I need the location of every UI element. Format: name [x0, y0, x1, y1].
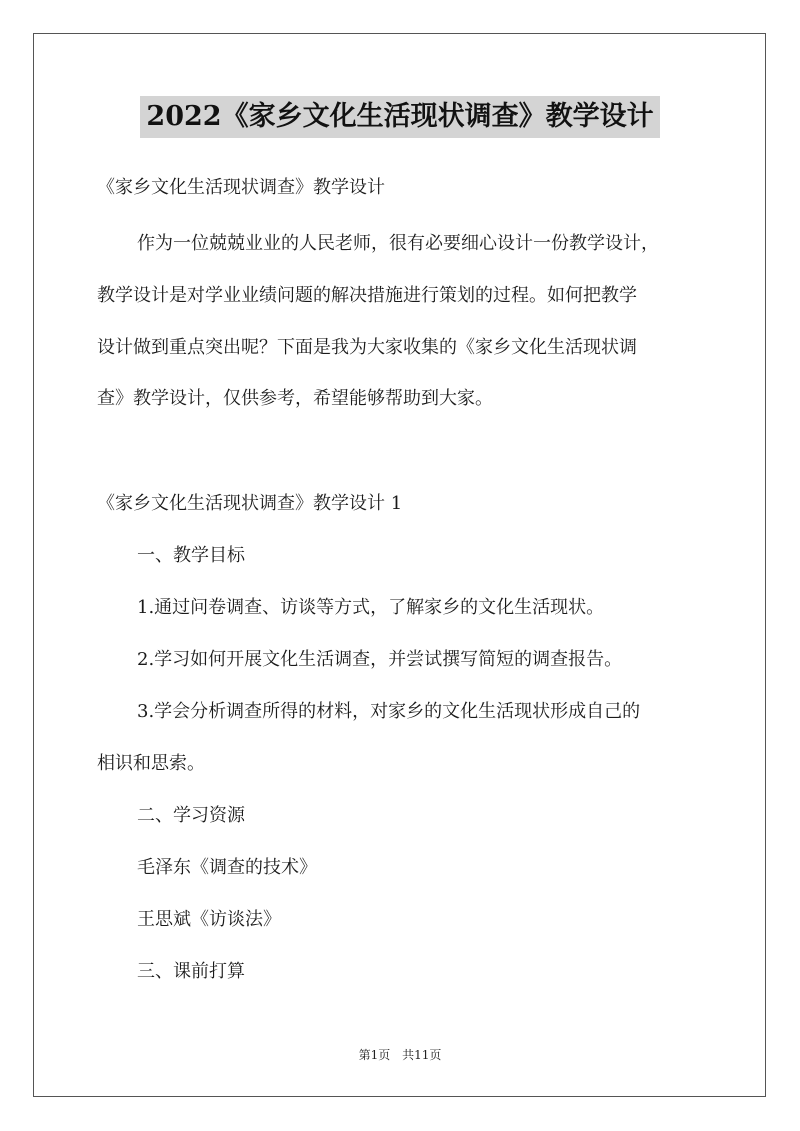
heading-pre-class-plan: 三、课前打算 — [137, 961, 245, 982]
heading-teaching-goals: 一、教学目标 — [137, 545, 245, 566]
resource-item-1: 毛泽东《调查的技术》 — [137, 857, 317, 878]
section-title: 《家乡文化生活现状调查》教学设计 1 — [97, 493, 403, 514]
resource-item-2: 王思斌《访谈法》 — [137, 909, 281, 930]
page-total: 共11页 — [402, 1048, 442, 1062]
intro-line-3: 设计做到重点突出呢？下面是我为大家收集的《家乡文化生活现状调 — [97, 337, 637, 358]
document-subtitle: 《家乡文化生活现状调查》教学设计 — [97, 177, 385, 198]
title-container — [0, 96, 800, 138]
document-title: 2022《家乡文化生活现状调查》教学设计 — [140, 96, 659, 138]
intro-line-4: 查》教学设计，仅供参考，希望能够帮助到大家。 — [97, 388, 493, 409]
page-footer — [0, 1046, 800, 1063]
goal-item-2: 2.学习如何开展文化生活调查，并尝试撰写简短的调查报告。 — [137, 649, 623, 670]
goal-item-3-line-1: 3.学会分析调查所得的材料，对家乡的文化生活现状形成自己的 — [137, 701, 641, 722]
goal-item-3-line-2: 相识和思索。 — [97, 753, 205, 774]
intro-line-2: 教学设计是对学业业绩问题的解决措施进行策划的过程。如何把教学 — [97, 285, 637, 306]
intro-line-1: 作为一位兢兢业业的人民老师，很有必要细心设计一份教学设计， — [137, 233, 659, 254]
goal-item-1: 1.通过问卷调查、访谈等方式，了解家乡的文化生活现状。 — [137, 597, 605, 618]
page-number: 第1页 — [358, 1048, 391, 1062]
heading-learning-resources: 二、学习资源 — [137, 805, 245, 826]
